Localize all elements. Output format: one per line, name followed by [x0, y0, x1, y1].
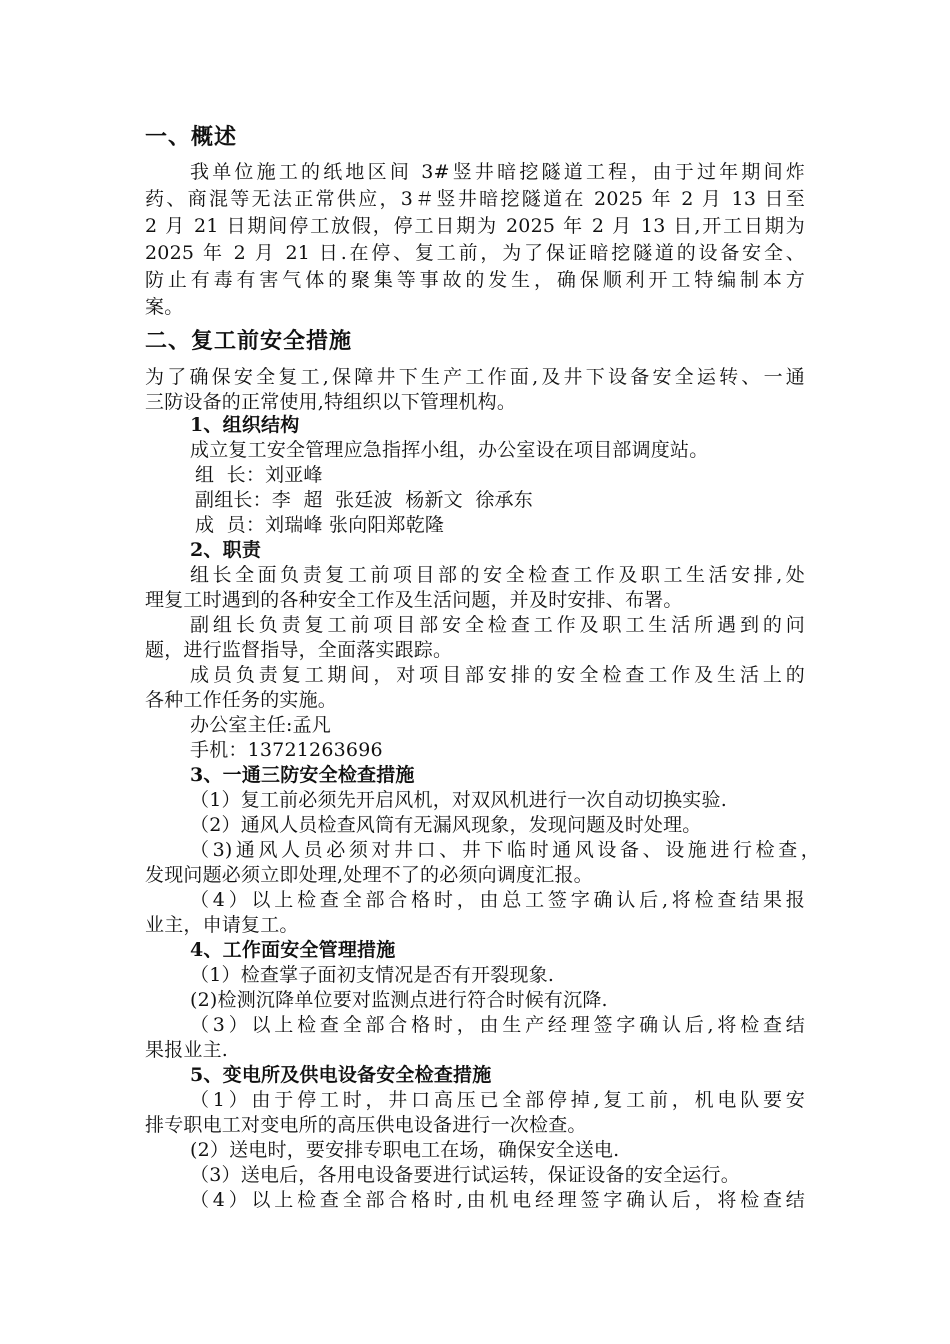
team-deputies: 副组长：李 超 张廷波 杨新文 徐承东: [195, 489, 533, 511]
subheading-duties: 2、职责: [190, 539, 262, 561]
list-item-cont: 排专职电工对变电所的高压供电设备进行一次检查。: [145, 1114, 587, 1136]
subheading-organization: 1、组织结构: [190, 414, 300, 436]
paragraph-line: 各种工作任务的实施。: [145, 689, 338, 711]
section-heading-overview: 一、概述: [145, 124, 238, 150]
paragraph-line: 我单位施工的纸地区间 3#竖井暗挖隧道工程，由于过年期间炸: [190, 161, 805, 183]
list-item: (2）送电时，要安排专职电工在场，确保安全送电.: [190, 1139, 620, 1161]
paragraph-line: 2025 年 2 月 21 日.在停、复工前，为了保证暗挖隧道的设备安全、: [145, 242, 805, 264]
list-item: （4）以上检查全部合格时,由机电经理签字确认后，将检查结: [190, 1189, 805, 1211]
list-item: (2)检测沉降单位要对监测点进行符合时候有沉降.: [190, 989, 608, 1011]
list-item-cont: 果报业主.: [145, 1039, 229, 1061]
subheading-power: 5、变电所及供电设备安全检查措施: [190, 1064, 492, 1086]
paragraph-line: 2 月 21 日期间停工放假，停工日期为 2025 年 2 月 13 日,开工日期为: [145, 215, 805, 237]
list-item: （1）由于停工时，井口高压已全部停掉,复工前，机电队要安: [190, 1089, 805, 1111]
paragraph-line: 题，进行监督指导，全面落实跟踪。: [145, 639, 453, 661]
list-item: （3)通风人员必须对井口、井下临时通风设备、设施进行检查，: [190, 839, 820, 861]
paragraph-line: 为了确保安全复工,保障井下生产工作面,及井下设备安全运转、一通: [145, 366, 805, 388]
office-phone: 手机：13721263696: [190, 739, 383, 761]
paragraph-line: 副组长负责复工前项目部安全检查工作及职工生活所遇到的问: [190, 614, 805, 636]
list-item: （3）送电后，各用电设备要进行试运转，保证设备的安全运行。: [190, 1164, 740, 1186]
paragraph-line: 成员负责复工期间，对项目部安排的安全检查工作及生活上的: [190, 664, 805, 686]
paragraph-line: 防止有毒有害气体的聚集等事故的发生，确保顺利开工特编制本方: [145, 269, 805, 291]
list-item: （1）复工前必须先开启风机，对双风机进行一次自动切换实验.: [190, 789, 727, 811]
list-item-cont: 发现问题必须立即处理,处理不了的必须向调度汇报。: [145, 864, 593, 886]
section-heading-safety-measures: 二、复工前安全措施: [145, 328, 353, 354]
office-director: 办公室主任:孟凡: [190, 714, 332, 736]
paragraph-line: 三防设备的正常使用,特组织以下管理机构。: [145, 391, 517, 413]
list-item: （1）检查掌子面初支情况是否有开裂现象.: [190, 964, 555, 986]
list-item: （2）通风人员检查风筒有无漏风现象，发现问题及时处理。: [190, 814, 702, 836]
list-item: （3）以上检查全部合格时，由生产经理签字确认后,将检查结: [190, 1014, 805, 1036]
list-item: （4）以上检查全部合格时，由总工签字确认后,将检查结果报: [190, 889, 805, 911]
list-item-cont: 业主，申请复工。: [145, 914, 299, 936]
paragraph-line: 案。: [145, 296, 184, 318]
team-members: 成 员：刘瑞峰 张向阳郑乾隆: [195, 514, 445, 536]
subheading-ventilation: 3、一通三防安全检查措施: [190, 764, 415, 786]
paragraph-line: 组长全面负责复工前项目部的安全检查工作及职工生活安排,处: [190, 564, 805, 586]
subheading-workface: 4、工作面安全管理措施: [190, 939, 396, 961]
paragraph-line: 药、商混等无法正常供应，3＃竖井暗挖隧道在 2025 年 2 月 13 日至: [145, 188, 805, 210]
paragraph-line: 成立复工安全管理应急指挥小组，办公室设在项目部调度站。: [190, 439, 709, 461]
team-leader: 组 长：刘亚峰: [195, 464, 323, 486]
paragraph-line: 理复工时遇到的各种安全工作及生活问题，并及时安排、布署。: [145, 589, 683, 611]
